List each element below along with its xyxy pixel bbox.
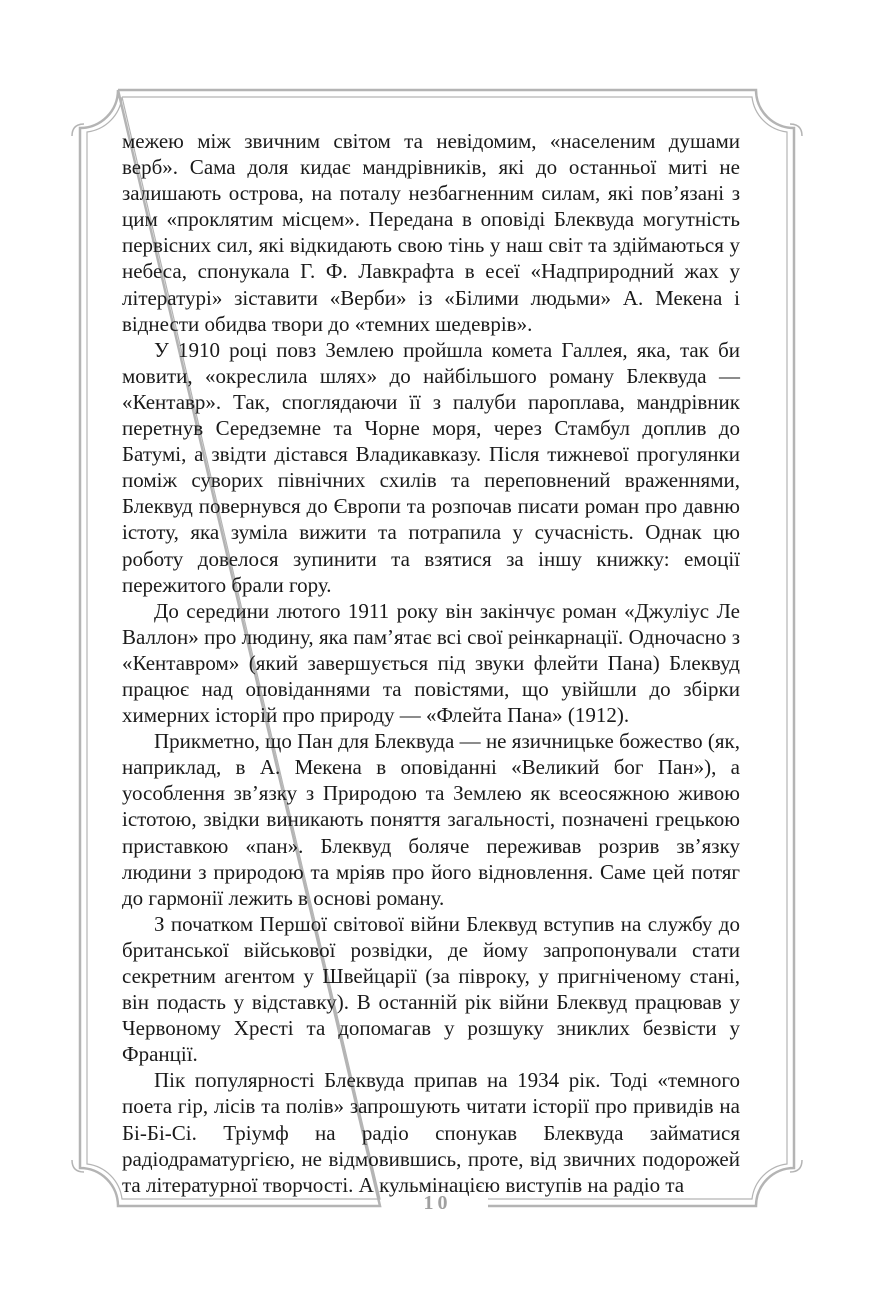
corner-ornament-top-right bbox=[790, 124, 802, 136]
body-text bbox=[122, 128, 740, 1197]
paragraph: З початком Першої світової війни Блеквуд вступив на службу до британської військової розвідки, де йому запропонували стати секретним агентом у Швейцарії (за півроку, у пригніченому стані, він подасть у відставку). В останній рік війни Блеквуд працював у Червоному Хресті та допомагав у розшуку зниклих безвісти у Франції. bbox=[122, 911, 740, 1067]
page-number: 10 bbox=[423, 1192, 452, 1214]
corner-ornament-top-left bbox=[72, 124, 84, 136]
paragraph: Прикметно, що Пан для Блеквуда — не язичницьке божество (як, наприклад, в А. Мекена в оповіданні «Великий бог Пан»), а уособлення зв’язку з Природою та Землею як всеосяжною живою істотою, звідки виникають поняття загальності, позначені грецькою приставкою «пан». Блеквуд боляче переживав розрив зв’язку людини з природою та мріяв про його відновлення. Саме цей потяг до гармонії лежить в основі роману. bbox=[122, 729, 740, 910]
paragraph: У 1910 році повз Землею пройшла комета Галлея, яка, так би мовити, «окреслила шлях» до найбільшого роману Блеквуда — «Кентавр». Так, споглядаючи її з палуби пароплава, мандрівник перетнув Середземне та Чорне моря, через Стамбул доплив до Батумі, а звідти дістався Владикавказу. Після тижневої прогулянки поміж суворих північних схилів та переповнений враженнями, Блеквуд повернувся до Європи та розпочав писати роман про давню істоту, яка зуміла вижити та потрапила у сучасність. Однак цю роботу довелося зупинити та взятися за іншу книжку: емоції пережитого брали гору. bbox=[122, 337, 740, 597]
paragraph: Пік популярності Блеквуда припав на 1934 рік. Тоді «темного поета гір, лісів та полів» запрошують читати історії про привидів на Бі-Бі-Сі. Тріумф на радіо спонукав Блеквуда займатися радіодраматургією, не відмовившись, проте, від звичних подорожей та літературної творчості. А кульмінацією виступів на радіо та bbox=[122, 1068, 740, 1197]
paragraph: До середини лютого 1911 року він закінчує роман «Джуліус Ле Валлон» про людину, яка пам’ятає всі свої реінкарнації. Одночасно з «Кентавром» (який завершується під звуки флейти Пана) Блеквуд працює над оповіданнями та повістями, що увійшли до збірки химерних історій про природу — «Флейта Пана» (1912). bbox=[122, 598, 740, 728]
paragraph: межею між звичним світом та невідомим, «населеним душами верб». Сама доля кидає мандрівників, які до останньої миті не залишають острова, на поталу незбагненним силам, які пов’язані з цим «проклятим місцем». Передана в оповіді Блеквуда могутність первісних сил, які відкидають свою тінь у наш світ та здіймаються у небеса, спонукала Г. Ф. Лавкрафта в есеї «Надприродний жах у літературі» зіставити «Верби» із «Білими людьми» А. Мекена і віднести обидва твори до «темних шедеврів». bbox=[122, 129, 740, 336]
corner-ornament-bottom-left bbox=[72, 1160, 84, 1172]
corner-ornament-bottom-right bbox=[790, 1160, 802, 1172]
